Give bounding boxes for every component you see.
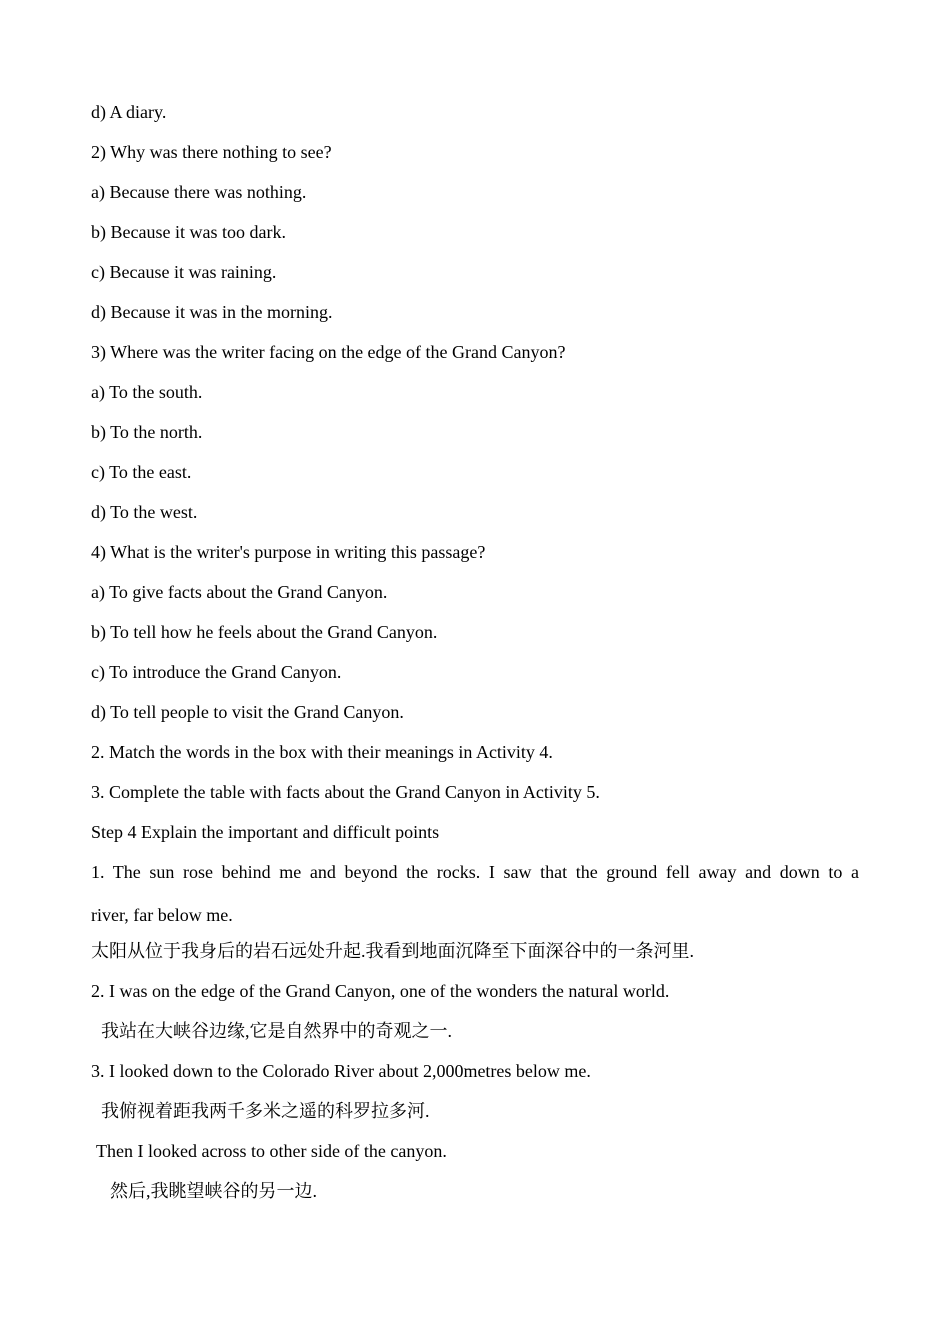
question-3-option-a: a) To the south. [91,382,203,402]
question-2: 2) Why was there nothing to see? [91,142,332,162]
question-2-option-b: b) Because it was too dark. [91,222,286,242]
question-4-option-d: d) To tell people to visit the Grand Canyon. [91,702,404,722]
question-2-option-d: d) Because it was in the morning. [91,302,333,322]
task-3-complete-table: 3. Complete the table with facts about the Grand Canyon in Activity 5. [91,782,600,802]
question-2-option-a: a) Because there was nothing. [91,182,307,202]
point-1-translation: 太阳从位于我身后的岩石远处升起.我看到地面沉降至下面深谷中的一条河里. [91,941,694,961]
question-3-option-d: d) To the west. [91,502,198,522]
option-d-diary: d) A diary. [91,102,167,122]
question-4-option-c: c) To introduce the Grand Canyon. [91,662,342,682]
point-3-sentence-2: Then I looked across to other side of the canyon. [96,1141,447,1161]
point-2: 2. I was on the edge of the Grand Canyon, one of the wonders the natural world. [91,981,670,1001]
question-3-option-b: b) To the north. [91,422,203,442]
question-4: 4) What is the writer's purpose in writing this passage? [91,542,486,562]
step-4-heading: Step 4 Explain the important and difficult points [91,822,440,842]
point-3-sentence-2-translation: 然后,我眺望峡谷的另一边. [110,1181,317,1201]
question-2-option-c: c) Because it was raining. [91,262,277,282]
point-3: 3. I looked down to the Colorado River about 2,000metres below me. [91,1061,591,1081]
question-4-option-b: b) To tell how he feels about the Grand Canyon. [91,622,438,642]
question-3-option-c: c) To the east. [91,462,192,482]
task-2-match-words: 2. Match the words in the box with their meanings in Activity 4. [91,742,553,762]
document-body [91,97,859,1216]
question-4-option-a: a) To give facts about the Grand Canyon. [91,582,388,602]
point-3-translation: 我俯视着距我两千多米之遥的科罗拉多河. [101,1101,430,1121]
point-1-paragraph [91,851,859,937]
point-1-line-1: 1. The sun rose behind me and beyond the rocks. I saw that the ground fell away and down to a [91,862,859,882]
question-3: 3) Where was the writer facing on the edge of the Grand Canyon? [91,342,566,362]
point-1-line-2: river, far below me. [91,905,233,925]
point-2-translation: 我站在大峡谷边缘,它是自然界中的奇观之一. [101,1021,452,1041]
